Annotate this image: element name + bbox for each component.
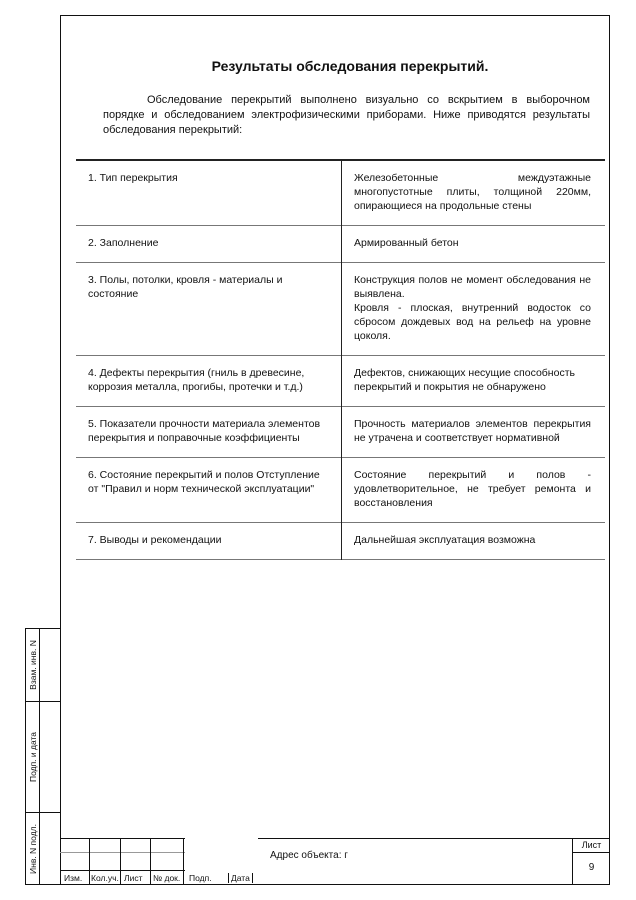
col-list: Лист bbox=[124, 873, 143, 883]
row-value-line1: Конструкция полов не момент обследования не выявлена. bbox=[354, 274, 591, 300]
row-value: Железобетонные междуэтажные многопустотные плиты, толщиной 220мм, опирающиеся на продольные стены bbox=[354, 172, 591, 212]
row-item: 6. Состояние перекрытий и полов Отступление от "Правил и норм технической эксплуатации" bbox=[76, 458, 342, 523]
table-row bbox=[76, 160, 605, 226]
col-podp: Подп. bbox=[189, 873, 212, 883]
row-value: Состояние перекрытий и полов - удовлетворительное, не требует ремонта и восстановления bbox=[354, 469, 591, 509]
address-label: Адрес объекта: г bbox=[270, 850, 348, 861]
results-table bbox=[76, 159, 605, 560]
table-row bbox=[76, 523, 605, 560]
table-row bbox=[76, 226, 605, 263]
sheet-number: 9 bbox=[588, 862, 595, 873]
page-title: Результаты обследования перекрытий. bbox=[211, 58, 489, 74]
row-item: 7. Выводы и рекомендации bbox=[76, 523, 342, 560]
row-value: Дальнейшая эксплуатация возможна bbox=[354, 534, 536, 546]
row-item: 3. Полы, потолки, кровля - материалы и состояние bbox=[76, 263, 342, 356]
table-row bbox=[76, 356, 605, 407]
side-stamp-inv bbox=[25, 813, 61, 885]
row-value bbox=[342, 263, 606, 356]
sheet-box bbox=[572, 838, 610, 885]
row-value: Дефектов, снижающих несущие способность перекрытий и покрытия не обнаружено bbox=[354, 367, 575, 393]
side-label-inv: Инв. N подл. bbox=[27, 823, 38, 874]
table-row bbox=[76, 407, 605, 458]
row-item: 1. Тип перекрытия bbox=[76, 160, 342, 226]
side-stamp-vzam bbox=[25, 628, 61, 702]
intro-text: Обследование перекрытий выполнено визуально со вскрытием в выборочном порядке и обследованием электрофизическими приборами. Ниже приводятся результаты обследования перекрытий: bbox=[103, 94, 590, 136]
col-izm: Изм. bbox=[64, 873, 83, 883]
side-label-vzam: Взам. инв. N bbox=[27, 640, 38, 690]
side-stamp-podp bbox=[25, 702, 61, 813]
col-kol-uch: Кол.уч. bbox=[91, 873, 119, 883]
col-data: Дата bbox=[228, 873, 253, 883]
sheet-label: Лист bbox=[573, 838, 610, 853]
row-item: 4. Дефекты перекрытия (гниль в древесине, коррозия металла, прогибы, протечки и т.д.) bbox=[76, 356, 342, 407]
intro-paragraph bbox=[103, 93, 590, 138]
row-value: Прочность материалов элементов перекрытия не утрачена и соответствует нормативной bbox=[354, 418, 591, 444]
side-label-podp: Подп. и дата bbox=[27, 731, 38, 783]
row-value-line2: Кровля - плоская, внутренний водосток со сбросом дождевых вод на рельеф на уровне цоколя. bbox=[354, 302, 591, 342]
col-n-dok: № док. bbox=[153, 873, 181, 883]
table-row bbox=[76, 458, 605, 523]
title-block bbox=[60, 838, 610, 885]
row-item: 5. Показатели прочности материала элементов перекрытия и поправочные коэффициенты bbox=[76, 407, 342, 458]
table-row bbox=[76, 263, 605, 356]
row-item: 2. Заполнение bbox=[76, 226, 342, 263]
row-value: Армированный бетон bbox=[354, 237, 459, 249]
